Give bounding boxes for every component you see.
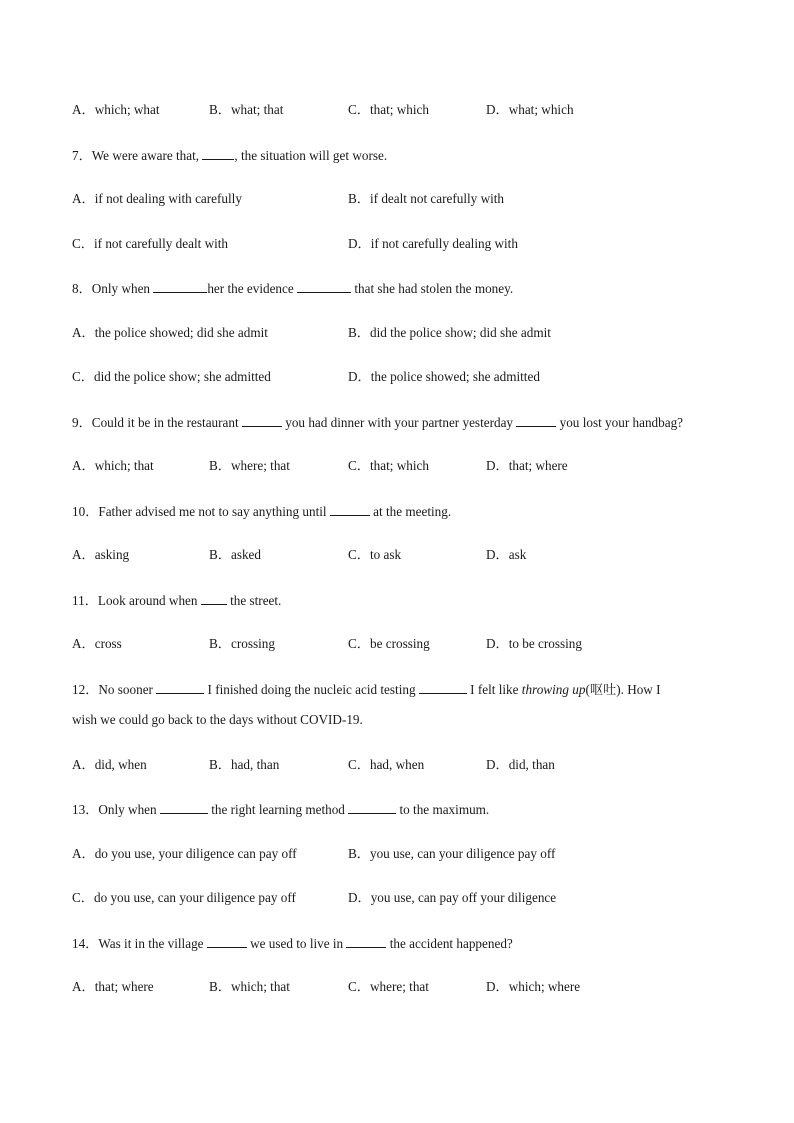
q9-text-3: you lost your handbag? — [556, 415, 684, 430]
q7-text-1: 7．We were aware that, — [72, 148, 203, 163]
q9-option-a[interactable]: A．which; that — [72, 458, 154, 473]
q12-text-4: (呕吐). How I — [585, 682, 661, 697]
q13-option-b[interactable]: B．you use, can your diligence pay off — [348, 846, 556, 861]
q8-text-2: her the evidence — [207, 281, 298, 296]
q10-blank[interactable] — [330, 503, 370, 516]
q12-text-3: I felt like — [466, 682, 522, 697]
q13-text-2: the right learning method — [207, 802, 349, 817]
q11-option-a[interactable]: A．cross — [72, 636, 122, 651]
q9-text-2: you had dinner with your partner yesterday — [281, 415, 517, 430]
q12-italic-phrase: throwing up — [521, 682, 586, 697]
q6-option-c[interactable]: C．that; which — [348, 102, 429, 117]
q12-option-c[interactable]: C．had, when — [348, 757, 425, 772]
q11-text-1: 11．Look around when — [72, 593, 201, 608]
q10-text-1: 10．Father advised me not to say anything until — [72, 504, 330, 519]
q11-option-d[interactable]: D．to be crossing — [486, 636, 582, 651]
q6-option-b[interactable]: B．what; that — [209, 102, 284, 117]
q11-blank[interactable] — [201, 592, 227, 605]
q13-option-a[interactable]: A．do you use, your diligence can pay off — [72, 846, 297, 861]
q14-blank-1[interactable] — [207, 935, 247, 948]
q7-option-c[interactable]: C．if not carefully dealt with — [72, 236, 229, 251]
q14-text-1: 14．Was it in the village — [72, 936, 207, 951]
q11-option-b[interactable]: B．crossing — [209, 636, 275, 651]
q10-option-c[interactable]: C．to ask — [348, 547, 402, 562]
q12-blank-2[interactable] — [419, 681, 467, 694]
q7-blank[interactable] — [202, 147, 234, 160]
q7-option-d[interactable]: D．if not carefully dealing with — [348, 236, 518, 251]
q13-option-c[interactable]: C．do you use, can your diligence pay off — [72, 890, 296, 905]
q6-option-a[interactable]: A．which; what — [72, 102, 160, 117]
q10-option-d[interactable]: D．ask — [486, 547, 527, 562]
q9-stem — [72, 414, 683, 431]
q10-option-b[interactable]: B．asked — [209, 547, 262, 562]
q12-text-2: I finished doing the nucleic acid testing — [204, 682, 419, 697]
q8-text-1: 8．Only when — [72, 281, 154, 296]
q14-option-a[interactable]: A．that; where — [72, 979, 154, 994]
q7-stem — [72, 147, 387, 164]
q8-option-a[interactable]: A．the police showed; did she admit — [72, 325, 268, 340]
q8-option-b[interactable]: B．did the police show; did she admit — [348, 325, 551, 340]
q9-option-d[interactable]: D．that; where — [486, 458, 568, 473]
q8-option-c[interactable]: C．did the police show; she admitted — [72, 369, 271, 384]
q8-blank-1[interactable] — [153, 280, 207, 293]
q11-option-c[interactable]: C．be crossing — [348, 636, 430, 651]
q13-blank-2[interactable] — [348, 801, 396, 814]
q9-blank-1[interactable] — [242, 414, 282, 427]
q12-option-d[interactable]: D．did, than — [486, 757, 555, 772]
q11-stem — [72, 592, 281, 609]
q14-text-2: we used to live in — [246, 936, 347, 951]
q9-option-b[interactable]: B．where; that — [209, 458, 290, 473]
q14-option-d[interactable]: D．which; where — [486, 979, 581, 994]
q6-option-d[interactable]: D．what; which — [486, 102, 574, 117]
q13-blank-1[interactable] — [160, 801, 208, 814]
q12-blank-1[interactable] — [156, 681, 204, 694]
q14-stem — [72, 935, 513, 952]
q12-option-b[interactable]: B．had, than — [209, 757, 280, 772]
q12-stem-line-2: wish we could go back to the days without COVID-19. — [72, 712, 363, 727]
q12-option-a[interactable]: A．did, when — [72, 757, 147, 772]
q7-text-2: , the situation will get worse. — [234, 148, 388, 163]
q14-option-c[interactable]: C．where; that — [348, 979, 429, 994]
q10-stem — [72, 503, 451, 520]
q14-blank-2[interactable] — [346, 935, 386, 948]
q13-text-1: 13．Only when — [72, 802, 160, 817]
q8-blank-2[interactable] — [297, 280, 351, 293]
q8-stem — [72, 280, 513, 297]
q12-stem-line-1 — [72, 681, 661, 698]
q10-text-2: at the meeting. — [369, 504, 452, 519]
q8-text-3: that she had stolen the money. — [351, 281, 514, 296]
q9-text-1: 9．Could it be in the restaurant — [72, 415, 242, 430]
q10-option-a[interactable]: A．asking — [72, 547, 130, 562]
q8-option-d[interactable]: D．the police showed; she admitted — [348, 369, 540, 384]
q13-text-3: to the maximum. — [396, 802, 490, 817]
q7-option-a[interactable]: A．if not dealing with carefully — [72, 191, 242, 206]
q14-text-3: the accident happened? — [386, 936, 513, 951]
q14-option-b[interactable]: B．which; that — [209, 979, 290, 994]
q11-text-2: the street. — [226, 593, 282, 608]
q9-option-c[interactable]: C．that; which — [348, 458, 429, 473]
q13-option-d[interactable]: D．you use, can pay off your diligence — [348, 890, 557, 905]
q13-stem — [72, 801, 489, 818]
q12-text-1: 12．No sooner — [72, 682, 157, 697]
q7-option-b[interactable]: B．if dealt not carefully with — [348, 191, 505, 206]
q9-blank-2[interactable] — [516, 414, 556, 427]
